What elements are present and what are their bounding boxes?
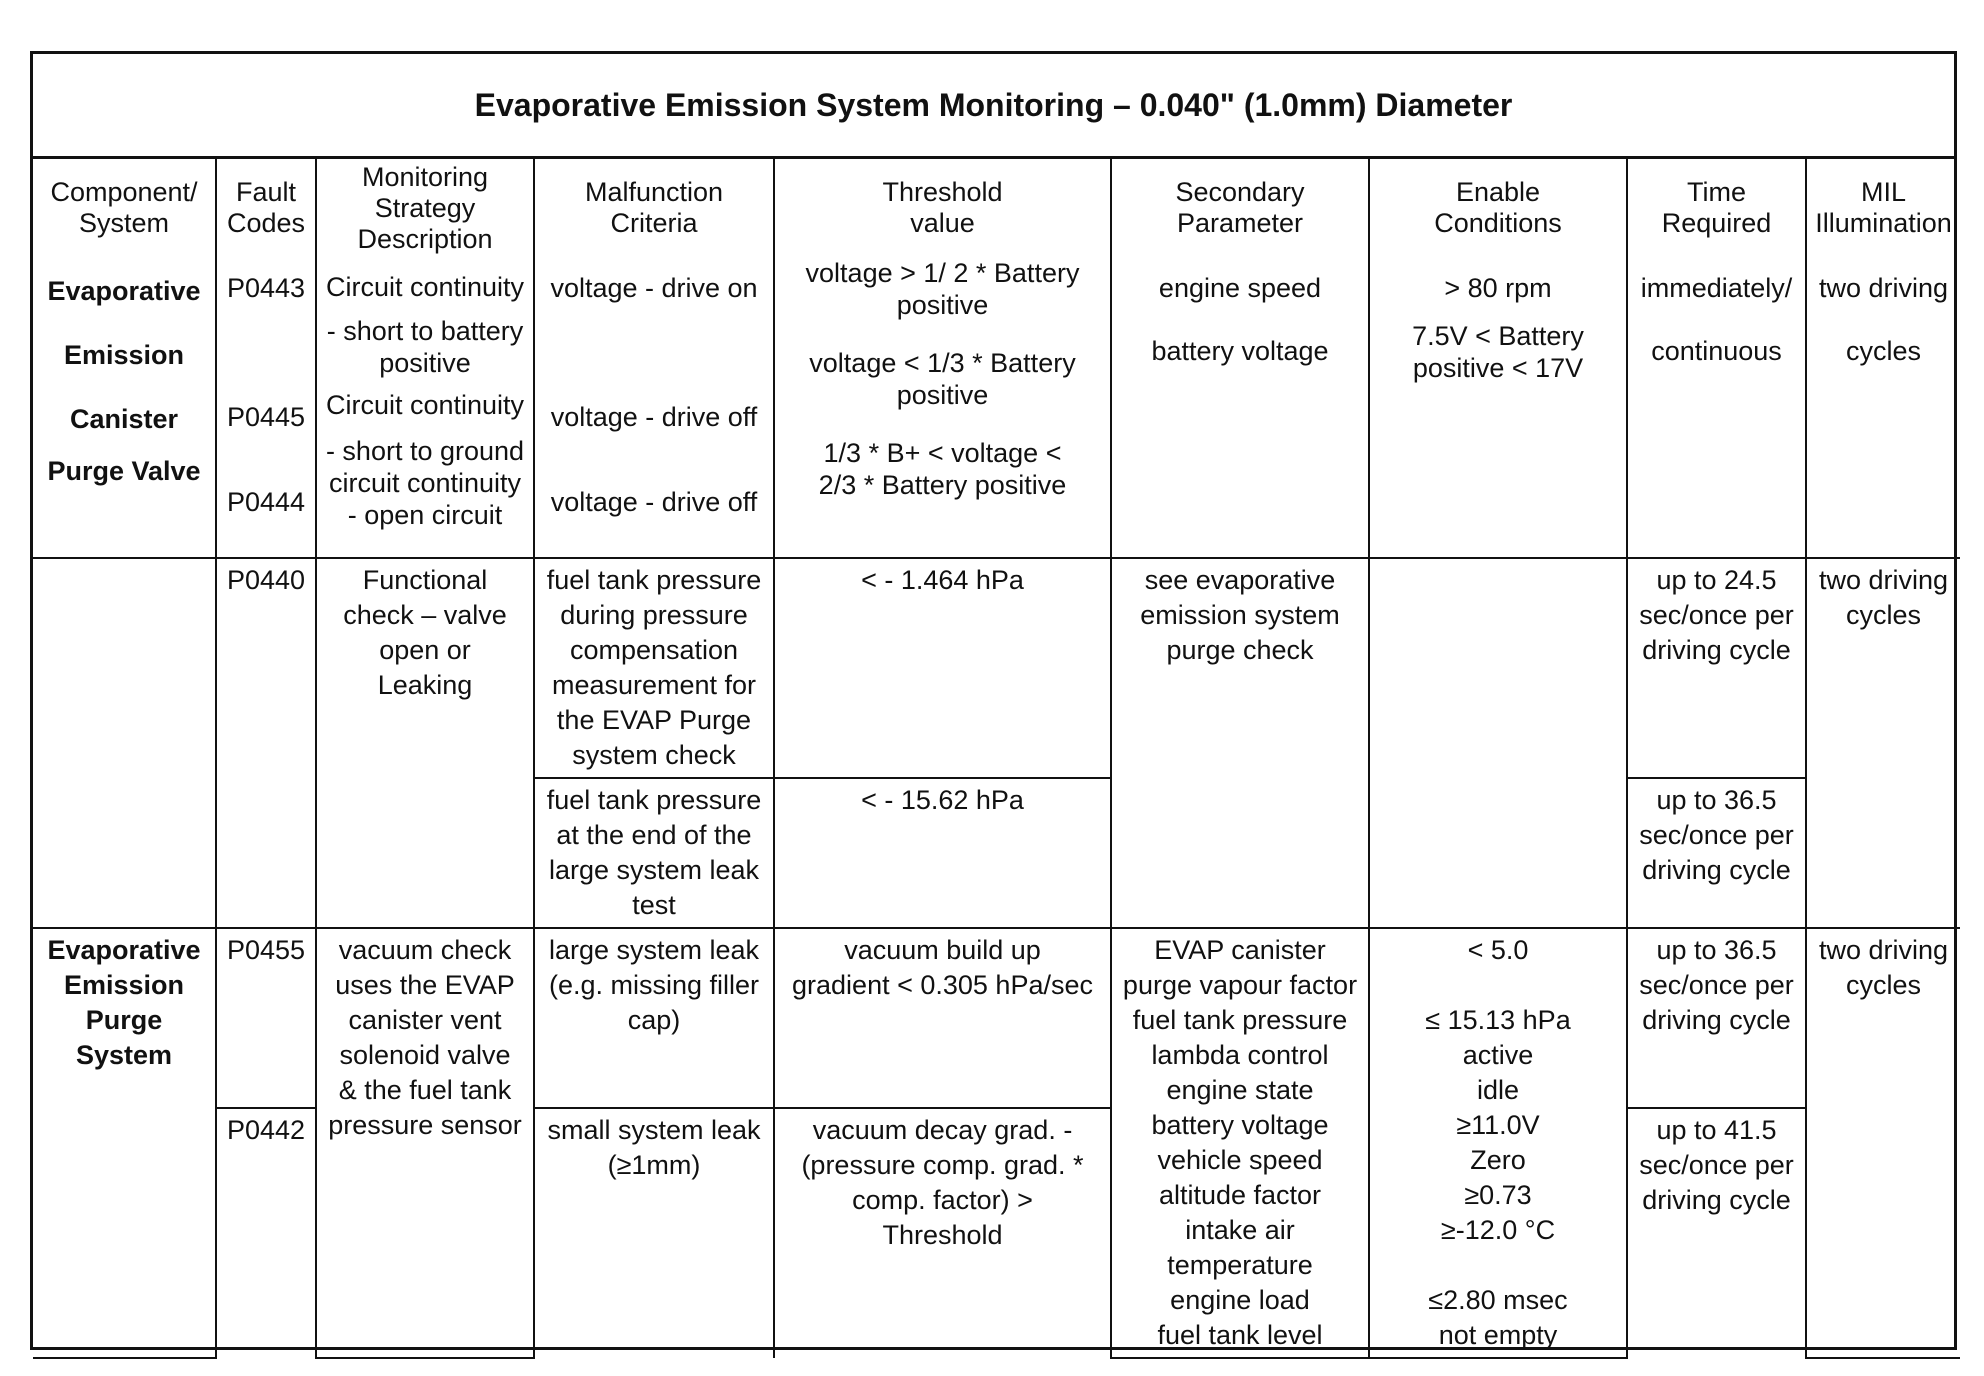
header-mil: MIL Illumination bbox=[1806, 159, 1960, 257]
mil-cell: two driving cycles bbox=[1806, 928, 1960, 1358]
component-cell-empty bbox=[33, 558, 216, 928]
header-secondary: Secondary Parameter bbox=[1111, 159, 1369, 257]
malfunction-cell: small system leak (≥1mm) bbox=[534, 1108, 774, 1358]
enable-cell-empty bbox=[1369, 558, 1627, 928]
malfunction-cell: fuel tank pressure during pressure compensation measurement for the EVAP Purge system check bbox=[534, 558, 774, 778]
fault-code-cell: P0455 bbox=[216, 928, 316, 1108]
header-malfunction: Malfunction Criteria bbox=[534, 159, 774, 257]
table-row bbox=[33, 558, 1960, 778]
table-row bbox=[33, 257, 1960, 558]
fault-code-cell: P0443 P0445 P0444 bbox=[216, 257, 316, 558]
time-cell: up to 24.5 sec/once per driving cycle bbox=[1627, 558, 1806, 778]
secondary-cell: engine speed battery voltage bbox=[1111, 257, 1369, 558]
strategy-cell: Circuit continuity - short to battery positive Circuit continuity - short to ground circuit continuity - open circuit bbox=[316, 257, 534, 558]
enable-cell: > 80 rpm 7.5V < Battery positive < 17V bbox=[1369, 257, 1627, 558]
mil-cell: two driving cycles bbox=[1806, 558, 1960, 928]
monitoring-table bbox=[33, 159, 1960, 1359]
component-cell: Evaporative Emission Canister Purge Valve bbox=[33, 257, 216, 558]
threshold-cell: < - 1.464 hPa bbox=[774, 558, 1111, 778]
threshold-cell: voltage > 1/ 2 * Battery positive voltage < 1/3 * Battery positive 1/3 * B+ < voltage < 2/3 * Battery positive bbox=[774, 257, 1111, 558]
threshold-cell: vacuum build up gradient < 0.305 hPa/sec bbox=[774, 928, 1111, 1108]
malfunction-cell: voltage - drive on voltage - drive off voltage - drive off bbox=[534, 257, 774, 558]
strategy-cell: Functional check – valve open or Leaking bbox=[316, 558, 534, 928]
threshold-cell: vacuum decay grad. - (pressure comp. grad. * comp. factor) > Threshold bbox=[774, 1108, 1111, 1358]
mil-cell: two driving cycles bbox=[1806, 257, 1960, 558]
header-enable: Enable Conditions bbox=[1369, 159, 1627, 257]
component-cell: Evaporative Emission Purge System bbox=[33, 928, 216, 1358]
header-strategy: Monitoring Strategy Description bbox=[316, 159, 534, 257]
emission-monitoring-table bbox=[30, 51, 1957, 1350]
secondary-cell: EVAP canister purge vapour factor fuel tank pressure lambda control engine state battery voltage vehicle speed altitude factor intake air temperature engine load fuel tank level bbox=[1111, 928, 1369, 1358]
header-time: Time Required bbox=[1627, 159, 1806, 257]
header-threshold: Threshold value bbox=[774, 159, 1111, 257]
time-cell: up to 36.5 sec/once per driving cycle bbox=[1627, 928, 1806, 1108]
fault-code-cell: P0440 bbox=[216, 558, 316, 928]
enable-cell: < 5.0 ≤ 15.13 hPa active idle ≥11.0V Zero ≥0.73 ≥-12.0 °C ≤2.80 msec not empty bbox=[1369, 928, 1627, 1358]
table-row bbox=[33, 928, 1960, 1108]
malfunction-cell: fuel tank pressure at the end of the large system leak test bbox=[534, 778, 774, 928]
malfunction-cell: large system leak (e.g. missing filler cap) bbox=[534, 928, 774, 1108]
header-row bbox=[33, 159, 1960, 257]
table-title: Evaporative Emission System Monitoring – 0.040" (1.0mm) Diameter bbox=[33, 54, 1954, 159]
fault-code-cell: P0442 bbox=[216, 1108, 316, 1358]
secondary-cell: see evaporative emission system purge check bbox=[1111, 558, 1369, 928]
strategy-cell: vacuum check uses the EVAP canister vent solenoid valve & the fuel tank pressure sensor bbox=[316, 928, 534, 1358]
header-fault-codes: Fault Codes bbox=[216, 159, 316, 257]
time-cell: immediately/ continuous bbox=[1627, 257, 1806, 558]
threshold-cell: < - 15.62 hPa bbox=[774, 778, 1111, 928]
time-cell: up to 41.5 sec/once per driving cycle bbox=[1627, 1108, 1806, 1358]
time-cell: up to 36.5 sec/once per driving cycle bbox=[1627, 778, 1806, 928]
header-component: Component/ System bbox=[33, 159, 216, 257]
